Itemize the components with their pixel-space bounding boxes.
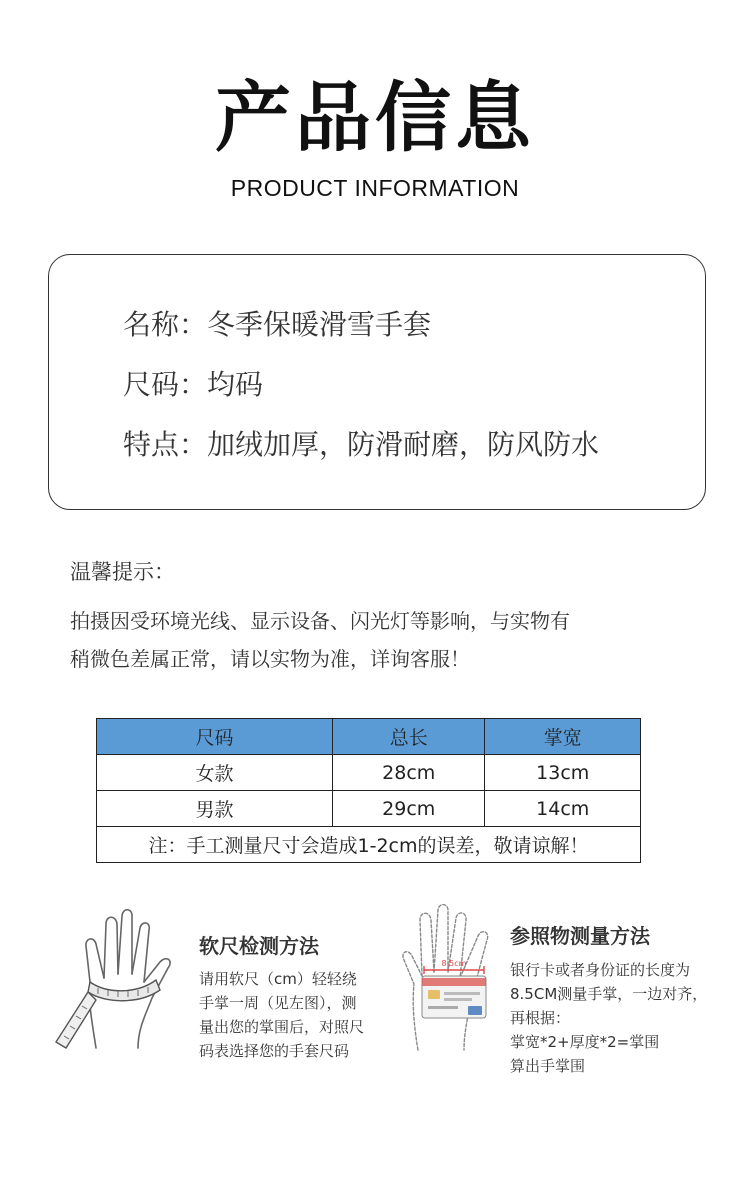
table-header-row <box>97 719 641 755</box>
product-size: 尺码：均码 <box>123 368 264 401</box>
card-length-label: 8.5cm <box>441 959 467 968</box>
table-row <box>97 791 641 827</box>
hand-tape-illustration <box>52 902 192 1062</box>
tape-method-line: 手掌一周（见左图），测 <box>199 994 357 1012</box>
tips-line: 稍微色差属正常，请以实物为准，详询客服！ <box>70 647 470 671</box>
card-method-line: 掌宽*2+厚度*2=掌围 <box>510 1033 660 1051</box>
hand-card-illustration <box>384 900 500 1060</box>
tape-method-line: 请用软尺（cm）轻轻绕 <box>199 970 357 988</box>
table-note-row <box>97 827 641 863</box>
size-table <box>96 718 641 863</box>
tips-title: 温馨提示： <box>70 560 175 584</box>
card-method-line: 算出手掌围 <box>510 1057 586 1075</box>
product-name: 名称：冬季保暖滑雪手套 <box>123 308 432 341</box>
table-note: 注：手工测量尺寸会造成1-2cm的误差，敬请谅解！ <box>97 827 641 863</box>
table-cell: 13cm <box>485 755 641 791</box>
card-method-line: 再根据： <box>510 1009 571 1027</box>
card-method-line: 8.5CM测量手掌，一边对齐， <box>510 985 708 1003</box>
table-cell: 女款 <box>97 755 333 791</box>
table-header-length: 总长 <box>332 719 485 755</box>
tape-method-line: 码表选择您的手套尺码 <box>199 1042 350 1060</box>
table-row <box>97 755 641 791</box>
measuring-tape <box>56 980 160 1048</box>
card-method-text <box>510 958 707 1078</box>
tips-text <box>70 602 670 678</box>
table-cell: 14cm <box>485 791 641 827</box>
product-info-box <box>48 254 706 510</box>
table-header-palm-width: 掌宽 <box>485 719 641 755</box>
tape-method-title: 软尺检测方法 <box>199 934 319 958</box>
tips-line: 拍摄因受环境光线、显示设备、闪光灯等影响，与实物有 <box>70 609 570 633</box>
card-method-line: 银行卡或者身份证的长度为 <box>510 961 691 979</box>
tape-method-text <box>199 967 364 1063</box>
page-subtitle: PRODUCT INFORMATION <box>230 175 520 201</box>
bank-card-icon <box>422 976 486 1018</box>
table-cell: 29cm <box>332 791 485 827</box>
tape-method-line: 量出您的掌围后，对照尺 <box>199 1018 365 1036</box>
product-features: 特点：加绒加厚，防滑耐磨，防风防水 <box>123 428 600 461</box>
table-cell: 28cm <box>332 755 485 791</box>
card-method-title: 参照物测量方法 <box>510 924 650 948</box>
table-cell: 男款 <box>97 791 333 827</box>
page-title: 产品信息 <box>215 73 535 162</box>
table-header-size: 尺码 <box>97 719 333 755</box>
